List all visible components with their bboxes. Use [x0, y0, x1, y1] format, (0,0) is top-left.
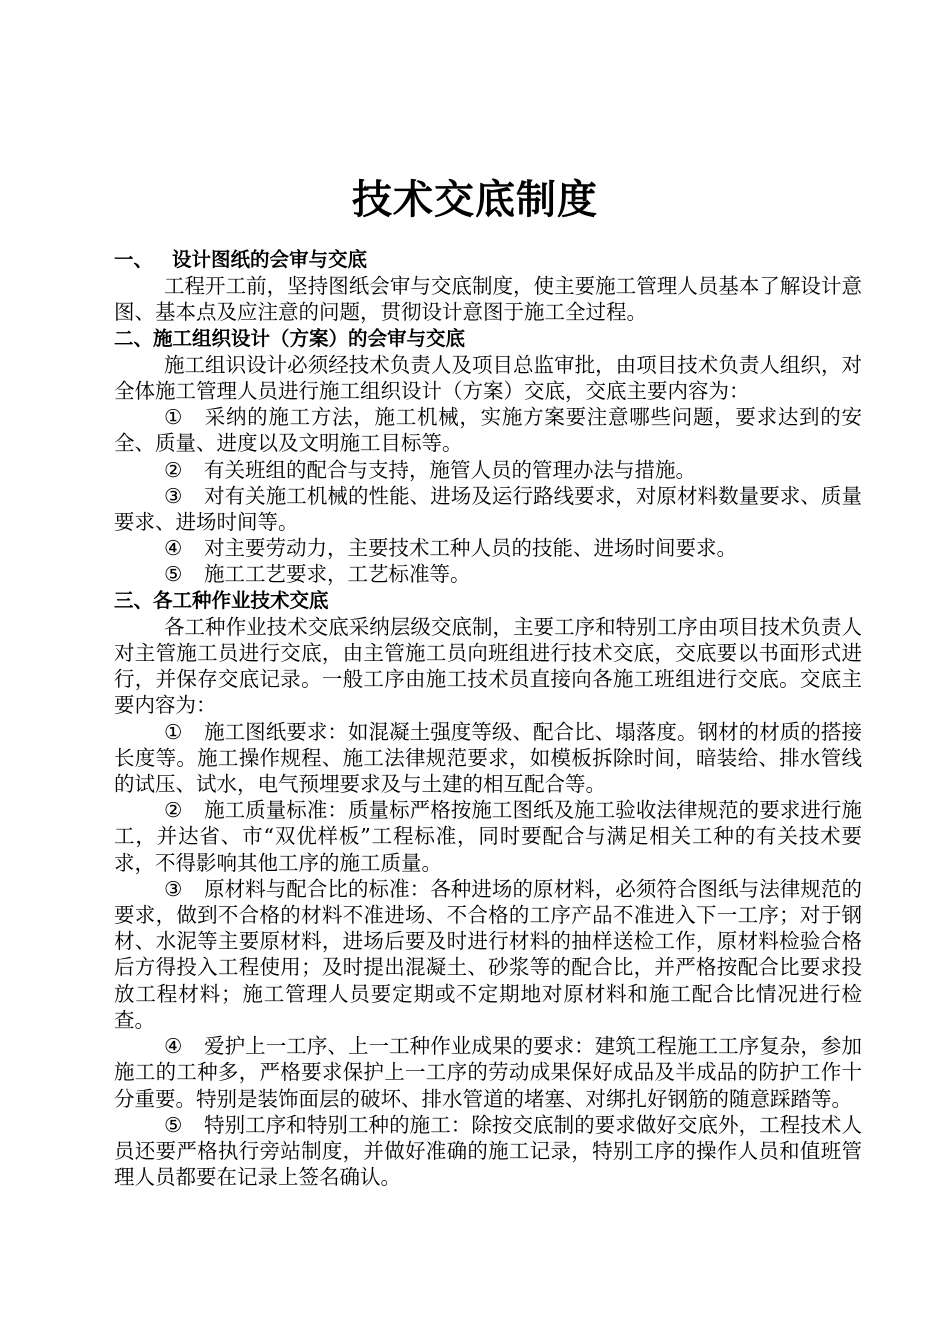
item-text: 对有关施工机械的性能、进场及运行路线要求，对原材料数量要求、质量要求、进场时间等。 — [114, 483, 862, 535]
item-text: 施工质量标准：质量标严格按施工图纸及施工验收法律规范的要求进行施工，并达省、市“双优样板”工程标准，同时要配合与满足相关工种的有关技术要求，不得影响其他工序的施工质量。 — [114, 798, 862, 875]
section-heading-2 — [114, 326, 862, 352]
item-text: 施工图纸要求：如混凝土强度等级、配合比、塌落度。钢材的材质的搭接长度等。施工操作规程、施工法律规范要求，如模板拆除时间，暗装给、排水管线的试压、试水，电气预埋要求及与土建的相互配合等。 — [114, 719, 862, 797]
item-text: 施工工艺要求，工艺标准等。 — [204, 562, 471, 587]
document-body — [114, 247, 862, 1190]
item-marker: ③ — [164, 876, 183, 901]
item-marker: ② — [164, 798, 183, 823]
section-3-item-4 — [114, 1033, 862, 1112]
section-heading-3 — [114, 588, 862, 614]
item-marker: ④ — [164, 1034, 183, 1059]
section-title-2: 二、施工组织设计（方案）的会审与交底 — [114, 326, 466, 350]
item-marker: ⑤ — [164, 1112, 183, 1137]
item-marker: ① — [164, 405, 183, 430]
section-2-item-4 — [114, 535, 862, 561]
section-2-item-5 — [114, 561, 862, 587]
section-2-paragraph-1: 施工组识设计必须经技术负责人及项目总监审批，由项目技术负责人组织，对全体施工管理人员进行施工组织设计（方案）交底，交底主要内容为： — [114, 352, 862, 404]
section-heading-1 — [114, 247, 862, 273]
item-text: 采纳的施工方法，施工机械，实施方案要注意哪些问题，要求达到的安全、质量、进度以及文明施工目标等。 — [114, 405, 862, 456]
item-text: 对主要劳动力，主要技术工种人员的技能、进场时间要求。 — [204, 536, 737, 561]
section-1-paragraph-1: 工程开工前，坚持图纸会审与交底制度，使主要施工管理人员基本了解设计意图、基本点及应注意的问题，贯彻设计意图于施工全过程。 — [114, 274, 862, 325]
item-text: 有关班组的配合与支持，施管人员的管理办法与措施。 — [204, 457, 696, 482]
section-2-item-2 — [114, 457, 862, 483]
section-title-3: 三、各工种作业技术交底 — [114, 588, 329, 612]
item-text: 特别工序和特别工种的施工：除按交底制的要求做好交底外，工程技术人员还要严格执行旁站制度，并做好准确的施工记录，特别工序的操作人员和值班管理人员都要在记录上签名确认。 — [114, 1112, 862, 1190]
item-marker: ② — [164, 457, 183, 482]
section-3-item-1 — [114, 719, 862, 798]
item-marker: ⑤ — [164, 562, 183, 587]
section-title-1: 设计图纸的会审与交底 — [172, 248, 368, 271]
section-number-1: 一、 — [114, 248, 154, 271]
item-marker: ① — [164, 719, 183, 744]
item-text: 爱护上一工序、上一工种作业成果的要求：建筑工程施工工序复杂，参加施工的工种多，严格要求保护上一工序的劳动成果保好成品及半成品的防护工作十分重要。特别是装饰面层的破坏、排水管道的堵塞、对绑扎好钢筋的随意踩踏等。 — [114, 1034, 862, 1111]
document-title: 技术交底制度 — [352, 177, 598, 223]
section-3-item-3 — [114, 876, 862, 1033]
section-3-item-5 — [114, 1112, 862, 1191]
item-marker: ③ — [164, 483, 183, 508]
section-3-paragraph-1: 各工种作业技术交底采纳层级交底制，主要工序和特别工序由项目技术负责人对主管施工员进行交底，由主管施工员向班组进行技术交底，交底要以书面形式进行，并保存交底记录。一般工序由施工技术员直接向各施工班组进行交底。交底主要内容为： — [114, 614, 862, 718]
item-text: 原材料与配合比的标准：各种进场的原材料，必须符合图纸与法律规范的要求，做到不合格的材料不准进场、不合格的工序产品不准进入下一工序；对于钢材、水泥等主要原材料，进场后要及时进行材料的抽样送检工作，原材料检验合格后方得投入工程使用；及时提出混凝土、砂浆等的配合比，并严格按配合比要求投放工程材料；施工管理人员要定期或不定期地对原材料和施工配合比情况进行检查。 — [114, 876, 862, 1032]
item-marker: ④ — [164, 536, 183, 561]
section-3-item-2 — [114, 797, 862, 876]
section-2-item-1 — [114, 404, 862, 456]
section-2-item-3 — [114, 483, 862, 535]
